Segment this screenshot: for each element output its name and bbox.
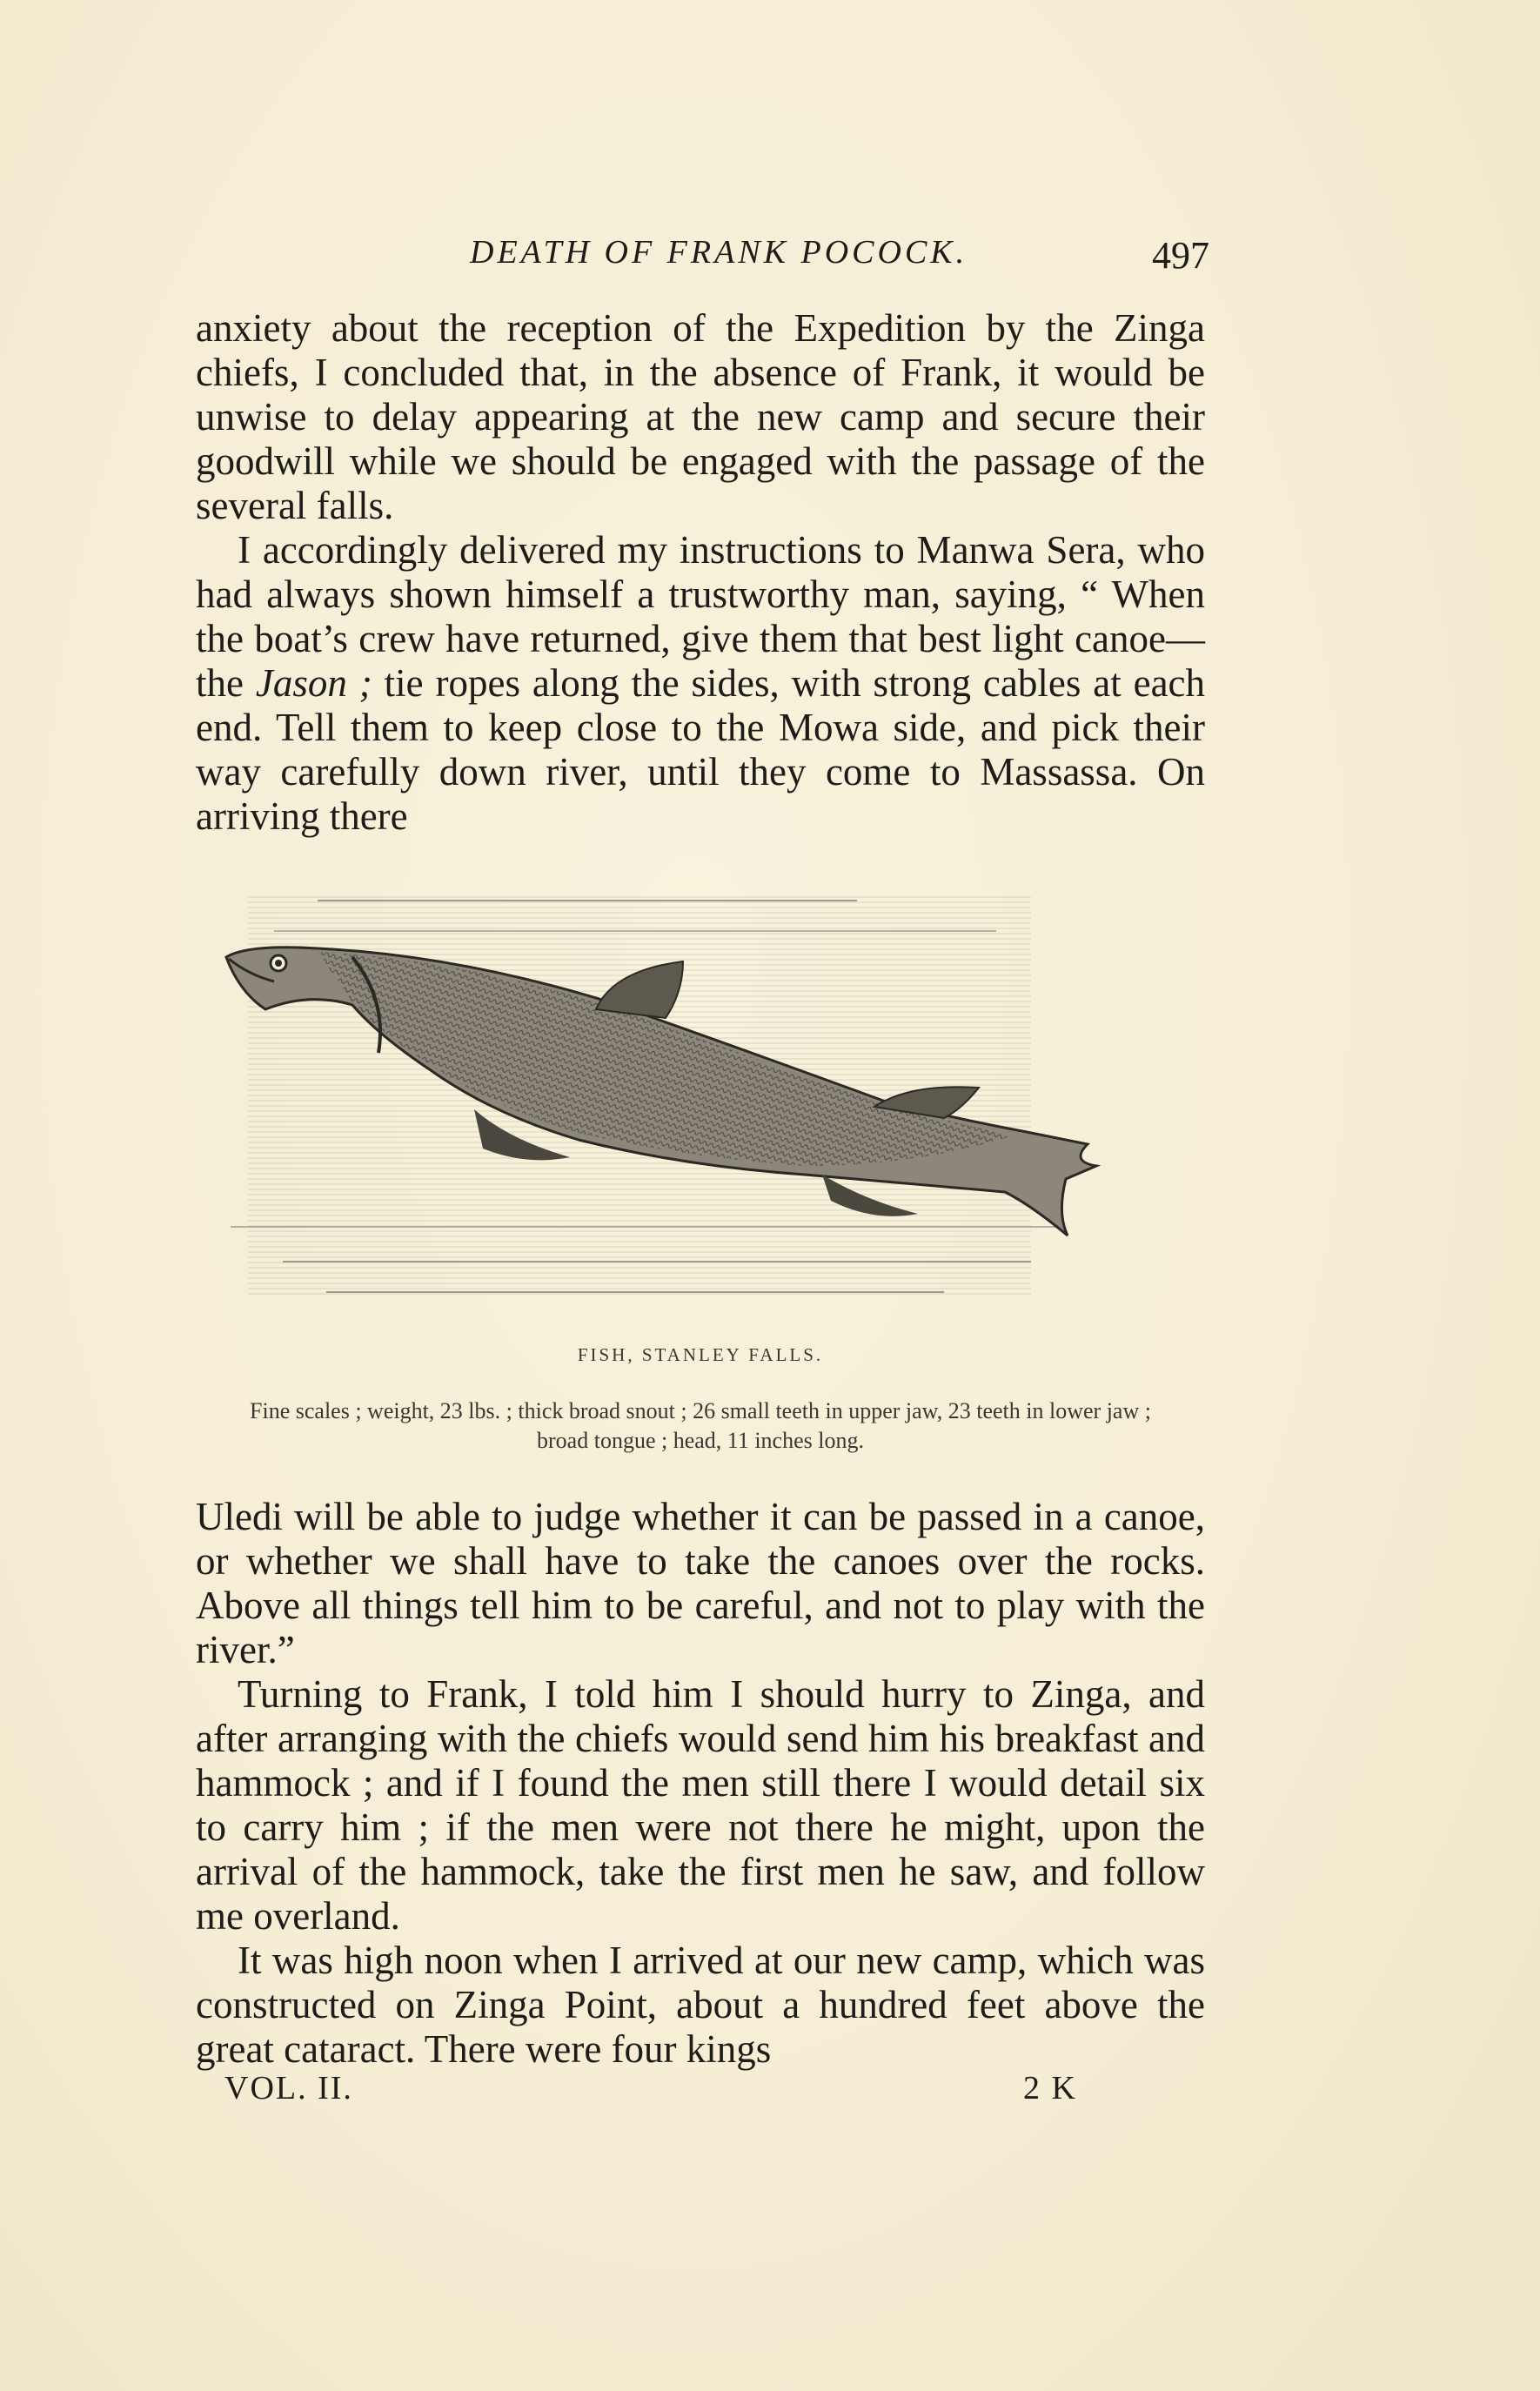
paragraph: Uledi will be able to judge whether it can be passed in a canoe, or whether we shall have to take the canoes over the rocks. Above all things tell him to be careful, and not to play with the river.” xyxy=(196,1495,1205,1671)
text-block-top xyxy=(196,306,1205,839)
paragraph: anxiety about the reception of the Expedition by the Zinga chiefs, I concluded that, in the absence of Frank, it would be unwise to delay appearing at the new camp and secure their goodwill while we should be engaged with the passage of the several falls. xyxy=(196,306,1205,527)
figure-title: FISH, STANLEY FALLS. xyxy=(577,1344,824,1365)
paragraph: It was high noon when I arrived at our new camp, which was constructed on Zinga Point, about a hundred feet above the great cataract. There were four kings xyxy=(196,1939,1205,2071)
fish-illustration xyxy=(196,879,1205,1331)
text-run: tie ropes along the sides, with strong cables at each end. Tell them to keep close to the Mowa side, and pick their way carefully down river, until they come to Massassa. On arriving there xyxy=(196,661,1206,838)
paragraph xyxy=(196,528,1205,839)
running-head: DEATH OF FRANK POCOCK. xyxy=(470,234,968,271)
text-block-bottom xyxy=(196,1495,1205,2072)
volume-label: VOL. II. xyxy=(224,2070,353,2106)
text-run: I accordingly delivered my instructions to Manwa Sera, who had always shown himself a trustworthy man, saying, “ When the boat’s crew have returned, give them that best light canoe—the xyxy=(196,528,1205,705)
page-footer xyxy=(224,2069,1077,2113)
italic-ship-name: Jason ; xyxy=(255,661,372,705)
signature-mark: 2 K xyxy=(1023,2070,1077,2106)
figure-caption: Fine scales ; weight, 23 lbs. ; thick broad snout ; 26 small teeth in upper jaw, 23 teeth in lower jaw ; broad tongue ; head, 11 inches long. xyxy=(250,1398,1151,1453)
paragraph: Turning to Frank, I told him I should hurry to Zinga, and after arranging with the chiefs would send him his breakfast and hammock ; and if I found the men still there I would detail six to carry him ; if the men were not there he might, upon the arrival of the hammock, take the first men he saw, and follow me overland. xyxy=(196,1672,1205,1938)
fish-engraving-image xyxy=(196,879,1205,1331)
page-header xyxy=(200,233,1209,285)
page-number: 497 xyxy=(1152,234,1209,277)
